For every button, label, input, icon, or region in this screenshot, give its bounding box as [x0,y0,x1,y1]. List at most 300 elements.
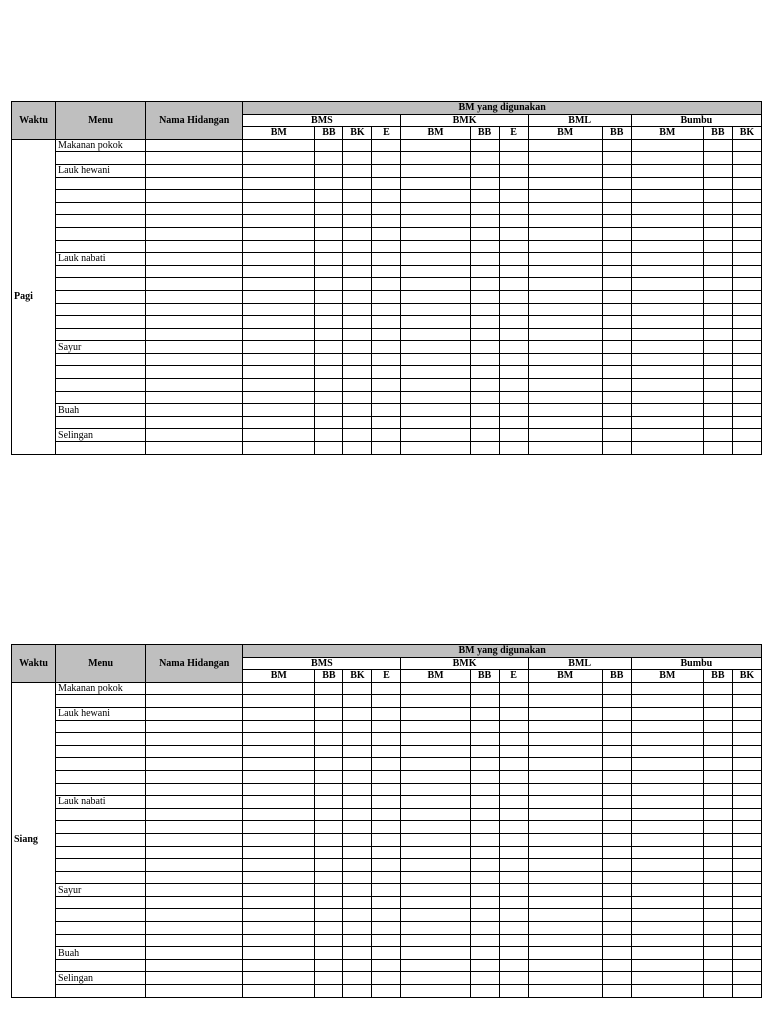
data-cell[interactable] [602,758,631,771]
data-cell[interactable] [499,353,528,366]
data-cell[interactable] [343,896,372,909]
data-cell[interactable] [372,959,401,972]
data-cell[interactable] [315,985,343,998]
data-cell[interactable] [146,240,243,253]
data-cell[interactable] [631,783,703,796]
data-cell[interactable] [372,770,401,783]
data-cell[interactable] [372,783,401,796]
data-cell[interactable] [470,341,499,354]
data-cell[interactable] [528,366,602,379]
data-cell[interactable] [499,316,528,329]
data-cell[interactable] [146,341,243,354]
data-cell[interactable] [146,442,243,455]
data-cell[interactable] [528,152,602,165]
data-cell[interactable] [631,833,703,846]
data-cell[interactable] [631,859,703,872]
data-cell[interactable] [401,442,470,455]
data-cell[interactable] [315,139,343,152]
data-cell[interactable] [499,934,528,947]
data-cell[interactable] [732,871,761,884]
data-cell[interactable] [372,859,401,872]
data-cell[interactable] [401,783,470,796]
data-cell[interactable] [732,745,761,758]
data-cell[interactable] [243,341,315,354]
data-cell[interactable] [732,404,761,417]
data-cell[interactable] [243,720,315,733]
data-cell[interactable] [703,391,732,404]
data-cell[interactable] [470,896,499,909]
data-cell[interactable] [470,859,499,872]
data-cell[interactable] [703,833,732,846]
data-cell[interactable] [343,695,372,708]
data-cell[interactable] [372,707,401,720]
data-cell[interactable] [499,391,528,404]
data-cell[interactable] [499,429,528,442]
data-cell[interactable] [528,303,602,316]
data-cell[interactable] [528,353,602,366]
data-cell[interactable] [315,859,343,872]
data-cell[interactable] [602,177,631,190]
data-cell[interactable] [703,442,732,455]
data-cell[interactable] [372,972,401,985]
data-cell[interactable] [602,959,631,972]
data-cell[interactable] [703,695,732,708]
data-cell[interactable] [470,290,499,303]
data-cell[interactable] [499,341,528,354]
data-cell[interactable] [528,429,602,442]
data-cell[interactable] [243,177,315,190]
data-cell[interactable] [602,139,631,152]
data-cell[interactable] [499,682,528,695]
data-cell[interactable] [401,707,470,720]
data-cell[interactable] [343,316,372,329]
data-cell[interactable] [372,884,401,897]
data-cell[interactable] [703,947,732,960]
data-cell[interactable] [703,429,732,442]
data-cell[interactable] [146,758,243,771]
data-cell[interactable] [631,341,703,354]
data-cell[interactable] [343,758,372,771]
data-cell[interactable] [528,391,602,404]
data-cell[interactable] [528,796,602,809]
data-cell[interactable] [732,859,761,872]
data-cell[interactable] [631,164,703,177]
data-cell[interactable] [732,353,761,366]
data-cell[interactable] [499,303,528,316]
data-cell[interactable] [315,871,343,884]
data-cell[interactable] [732,152,761,165]
data-cell[interactable] [243,265,315,278]
data-cell[interactable] [372,341,401,354]
data-cell[interactable] [315,164,343,177]
data-cell[interactable] [499,821,528,834]
data-cell[interactable] [470,985,499,998]
data-cell[interactable] [631,695,703,708]
data-cell[interactable] [732,328,761,341]
data-cell[interactable] [602,934,631,947]
data-cell[interactable] [732,379,761,392]
data-cell[interactable] [631,707,703,720]
data-cell[interactable] [703,985,732,998]
data-cell[interactable] [470,328,499,341]
data-cell[interactable] [703,707,732,720]
data-cell[interactable] [732,896,761,909]
data-cell[interactable] [528,695,602,708]
data-cell[interactable] [401,215,470,228]
data-cell[interactable] [146,429,243,442]
data-cell[interactable] [146,202,243,215]
data-cell[interactable] [499,404,528,417]
data-cell[interactable] [343,959,372,972]
data-cell[interactable] [631,947,703,960]
data-cell[interactable] [146,290,243,303]
data-cell[interactable] [631,758,703,771]
data-cell[interactable] [343,366,372,379]
data-cell[interactable] [703,972,732,985]
data-cell[interactable] [470,316,499,329]
data-cell[interactable] [372,720,401,733]
data-cell[interactable] [703,190,732,203]
data-cell[interactable] [631,770,703,783]
data-cell[interactable] [146,922,243,935]
data-cell[interactable] [528,278,602,291]
data-cell[interactable] [315,328,343,341]
data-cell[interactable] [401,328,470,341]
data-cell[interactable] [243,783,315,796]
data-cell[interactable] [401,833,470,846]
data-cell[interactable] [631,745,703,758]
data-cell[interactable] [372,265,401,278]
data-cell[interactable] [499,177,528,190]
data-cell[interactable] [631,379,703,392]
data-cell[interactable] [343,770,372,783]
data-cell[interactable] [401,859,470,872]
data-cell[interactable] [470,253,499,266]
data-cell[interactable] [631,278,703,291]
data-cell[interactable] [243,808,315,821]
data-cell[interactable] [528,227,602,240]
data-cell[interactable] [528,442,602,455]
data-cell[interactable] [315,972,343,985]
data-cell[interactable] [401,695,470,708]
data-cell[interactable] [732,215,761,228]
data-cell[interactable] [315,379,343,392]
data-cell[interactable] [243,707,315,720]
data-cell[interactable] [470,139,499,152]
data-cell[interactable] [631,808,703,821]
data-cell[interactable] [315,429,343,442]
data-cell[interactable] [372,379,401,392]
data-cell[interactable] [470,240,499,253]
data-cell[interactable] [315,278,343,291]
data-cell[interactable] [470,695,499,708]
data-cell[interactable] [470,215,499,228]
data-cell[interactable] [602,770,631,783]
data-cell[interactable] [499,758,528,771]
data-cell[interactable] [243,985,315,998]
data-cell[interactable] [146,783,243,796]
data-cell[interactable] [146,821,243,834]
data-cell[interactable] [470,720,499,733]
data-cell[interactable] [602,922,631,935]
data-cell[interactable] [528,682,602,695]
data-cell[interactable] [343,884,372,897]
data-cell[interactable] [499,985,528,998]
data-cell[interactable] [703,290,732,303]
data-cell[interactable] [703,240,732,253]
data-cell[interactable] [315,316,343,329]
data-cell[interactable] [602,164,631,177]
data-cell[interactable] [470,871,499,884]
data-cell[interactable] [732,733,761,746]
data-cell[interactable] [401,391,470,404]
data-cell[interactable] [315,303,343,316]
data-cell[interactable] [703,783,732,796]
data-cell[interactable] [528,783,602,796]
data-cell[interactable] [703,379,732,392]
data-cell[interactable] [401,985,470,998]
data-cell[interactable] [372,745,401,758]
data-cell[interactable] [243,379,315,392]
data-cell[interactable] [243,240,315,253]
data-cell[interactable] [499,922,528,935]
data-cell[interactable] [146,190,243,203]
data-cell[interactable] [703,227,732,240]
data-cell[interactable] [343,922,372,935]
data-cell[interactable] [470,366,499,379]
data-cell[interactable] [703,884,732,897]
data-cell[interactable] [499,328,528,341]
data-cell[interactable] [732,770,761,783]
data-cell[interactable] [732,985,761,998]
data-cell[interactable] [528,922,602,935]
data-cell[interactable] [372,695,401,708]
data-cell[interactable] [528,884,602,897]
data-cell[interactable] [401,265,470,278]
data-cell[interactable] [146,253,243,266]
data-cell[interactable] [243,695,315,708]
data-cell[interactable] [631,290,703,303]
data-cell[interactable] [499,139,528,152]
data-cell[interactable] [243,227,315,240]
data-cell[interactable] [146,745,243,758]
data-cell[interactable] [499,215,528,228]
data-cell[interactable] [602,442,631,455]
data-cell[interactable] [499,190,528,203]
data-cell[interactable] [528,253,602,266]
data-cell[interactable] [372,682,401,695]
data-cell[interactable] [372,164,401,177]
data-cell[interactable] [528,139,602,152]
data-cell[interactable] [372,366,401,379]
data-cell[interactable] [470,416,499,429]
data-cell[interactable] [401,808,470,821]
data-cell[interactable] [703,846,732,859]
data-cell[interactable] [470,190,499,203]
data-cell[interactable] [146,316,243,329]
data-cell[interactable] [343,253,372,266]
data-cell[interactable] [146,707,243,720]
data-cell[interactable] [732,303,761,316]
data-cell[interactable] [602,429,631,442]
data-cell[interactable] [703,353,732,366]
data-cell[interactable] [732,366,761,379]
data-cell[interactable] [470,909,499,922]
data-cell[interactable] [703,922,732,935]
data-cell[interactable] [703,821,732,834]
data-cell[interactable] [602,720,631,733]
data-cell[interactable] [315,745,343,758]
data-cell[interactable] [372,758,401,771]
data-cell[interactable] [146,909,243,922]
data-cell[interactable] [499,871,528,884]
data-cell[interactable] [499,884,528,897]
data-cell[interactable] [499,202,528,215]
data-cell[interactable] [343,821,372,834]
data-cell[interactable] [470,934,499,947]
data-cell[interactable] [315,758,343,771]
data-cell[interactable] [146,353,243,366]
data-cell[interactable] [602,391,631,404]
data-cell[interactable] [602,202,631,215]
data-cell[interactable] [343,947,372,960]
data-cell[interactable] [732,972,761,985]
data-cell[interactable] [732,265,761,278]
data-cell[interactable] [470,972,499,985]
data-cell[interactable] [146,833,243,846]
data-cell[interactable] [499,416,528,429]
data-cell[interactable] [470,758,499,771]
data-cell[interactable] [401,733,470,746]
data-cell[interactable] [372,909,401,922]
data-cell[interactable] [243,796,315,809]
data-cell[interactable] [243,758,315,771]
data-cell[interactable] [315,783,343,796]
data-cell[interactable] [732,821,761,834]
data-cell[interactable] [470,833,499,846]
data-cell[interactable] [732,758,761,771]
data-cell[interactable] [499,896,528,909]
data-cell[interactable] [703,341,732,354]
data-cell[interactable] [631,416,703,429]
data-cell[interactable] [372,190,401,203]
data-cell[interactable] [528,972,602,985]
data-cell[interactable] [703,770,732,783]
data-cell[interactable] [343,783,372,796]
data-cell[interactable] [372,833,401,846]
data-cell[interactable] [401,416,470,429]
data-cell[interactable] [499,695,528,708]
data-cell[interactable] [602,265,631,278]
data-cell[interactable] [528,215,602,228]
data-cell[interactable] [631,733,703,746]
data-cell[interactable] [343,972,372,985]
data-cell[interactable] [703,859,732,872]
data-cell[interactable] [401,341,470,354]
data-cell[interactable] [732,947,761,960]
data-cell[interactable] [470,429,499,442]
data-cell[interactable] [470,379,499,392]
data-cell[interactable] [315,177,343,190]
data-cell[interactable] [732,833,761,846]
data-cell[interactable] [315,922,343,935]
data-cell[interactable] [401,758,470,771]
data-cell[interactable] [146,770,243,783]
data-cell[interactable] [631,972,703,985]
data-cell[interactable] [528,177,602,190]
data-cell[interactable] [732,278,761,291]
data-cell[interactable] [470,733,499,746]
data-cell[interactable] [401,152,470,165]
data-cell[interactable] [343,215,372,228]
data-cell[interactable] [401,770,470,783]
data-cell[interactable] [146,985,243,998]
data-cell[interactable] [631,227,703,240]
data-cell[interactable] [631,821,703,834]
data-cell[interactable] [343,934,372,947]
data-cell[interactable] [343,353,372,366]
data-cell[interactable] [401,947,470,960]
data-cell[interactable] [470,442,499,455]
data-cell[interactable] [499,290,528,303]
data-cell[interactable] [499,278,528,291]
data-cell[interactable] [401,429,470,442]
data-cell[interactable] [343,909,372,922]
data-cell[interactable] [602,707,631,720]
data-cell[interactable] [315,227,343,240]
data-cell[interactable] [732,808,761,821]
data-cell[interactable] [528,164,602,177]
data-cell[interactable] [401,846,470,859]
data-cell[interactable] [602,909,631,922]
data-cell[interactable] [499,240,528,253]
data-cell[interactable] [528,745,602,758]
data-cell[interactable] [732,391,761,404]
data-cell[interactable] [602,303,631,316]
data-cell[interactable] [401,202,470,215]
data-cell[interactable] [343,833,372,846]
data-cell[interactable] [343,985,372,998]
data-cell[interactable] [401,240,470,253]
data-cell[interactable] [602,215,631,228]
data-cell[interactable] [343,733,372,746]
data-cell[interactable] [401,190,470,203]
data-cell[interactable] [243,215,315,228]
data-cell[interactable] [631,442,703,455]
data-cell[interactable] [732,429,761,442]
data-cell[interactable] [703,404,732,417]
data-cell[interactable] [372,985,401,998]
data-cell[interactable] [372,846,401,859]
data-cell[interactable] [372,240,401,253]
data-cell[interactable] [703,896,732,909]
data-cell[interactable] [372,139,401,152]
data-cell[interactable] [703,959,732,972]
data-cell[interactable] [499,152,528,165]
data-cell[interactable] [146,808,243,821]
data-cell[interactable] [243,152,315,165]
data-cell[interactable] [401,404,470,417]
data-cell[interactable] [470,884,499,897]
data-cell[interactable] [732,227,761,240]
data-cell[interactable] [528,985,602,998]
data-cell[interactable] [499,442,528,455]
data-cell[interactable] [146,733,243,746]
data-cell[interactable] [703,733,732,746]
data-cell[interactable] [343,240,372,253]
data-cell[interactable] [243,328,315,341]
data-cell[interactable] [470,959,499,972]
